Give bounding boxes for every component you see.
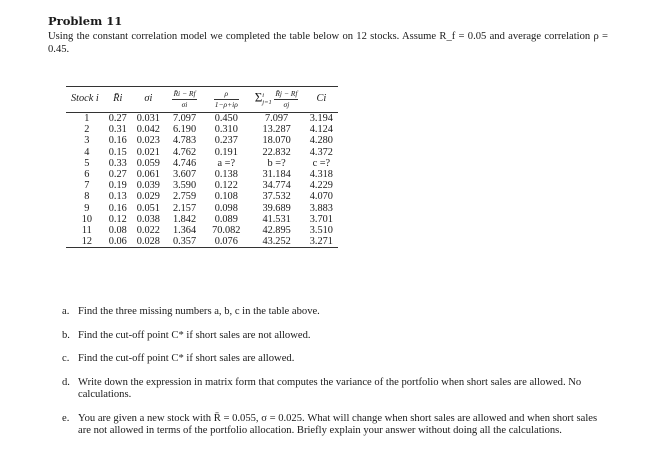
header-correlation-ratio: $\frac{\rho}{1-\rho+i\rho}$ — [214, 89, 238, 109]
question-label: e. — [62, 412, 70, 424]
cell-stock-id: 6 — [84, 169, 90, 181]
cell-excess-return-ratio: 0.357 — [172, 236, 197, 248]
cell-excess-return-ratio: 4.746 — [172, 157, 197, 169]
cell-cumulative-sum: 43.252 — [262, 236, 291, 248]
question-text: You are given a new stock with R̄ = 0.055, σ = 0.025. What will change when short sales are allowed and when short sales are not allowed in terms of the portfolio allocation. Briefly explain your answer without doing all the calculations. — [78, 412, 598, 436]
cell-excess-return-ratio: 2.759 — [172, 191, 197, 203]
stock-table — [66, 86, 338, 248]
cell-cumulative-sum: b =? — [267, 157, 286, 169]
cell-mean-return: 0.12 — [108, 213, 127, 225]
cell-cutoff-value: 4.280 — [309, 135, 333, 147]
cell-cumulative-sum: 31.184 — [262, 169, 291, 181]
header-stock: Stock i — [71, 93, 99, 105]
cell-correlation-ratio: 0.098 — [214, 202, 238, 214]
cell-std-dev: 0.061 — [136, 169, 160, 181]
problem-title: Problem 11 — [48, 14, 123, 28]
cell-excess-return-ratio: 7.097 — [172, 113, 197, 124]
cell-mean-return: 0.31 — [108, 124, 127, 136]
cell-correlation-ratio: 0.191 — [214, 146, 238, 158]
cell-mean-return: 0.16 — [108, 202, 127, 214]
cell-std-dev: 0.023 — [136, 135, 160, 147]
question-label: b. — [62, 329, 70, 341]
cell-cutoff-value: 3.701 — [309, 213, 333, 225]
cell-cumulative-sum: 34.774 — [262, 180, 291, 192]
cell-std-dev: 0.022 — [136, 225, 160, 237]
cell-cumulative-sum: 13.287 — [262, 124, 291, 136]
table-row — [66, 158, 338, 169]
cell-std-dev: 0.028 — [136, 236, 160, 248]
table-row — [66, 124, 338, 135]
question-item — [48, 306, 608, 319]
cell-stock-id: 10 — [81, 213, 93, 225]
cell-stock-id: 11 — [81, 225, 92, 237]
table-row — [66, 180, 338, 191]
table-body — [66, 113, 338, 248]
question-text: Write down the expression in matrix form that computes the variance of the portfolio when short sales are allowed. No calculations. — [78, 376, 582, 400]
cell-std-dev: 0.051 — [136, 202, 160, 214]
header-cutoff-c: Ci — [316, 93, 327, 105]
cell-correlation-ratio: 0.138 — [214, 169, 238, 181]
table-row — [66, 203, 338, 214]
cell-excess-return-ratio: 2.157 — [172, 202, 197, 214]
cell-cumulative-sum: 18.070 — [262, 135, 291, 147]
cell-cutoff-value: 3.194 — [309, 113, 333, 124]
cell-std-dev: 0.039 — [136, 180, 160, 192]
cell-correlation-ratio: 0.076 — [214, 236, 238, 248]
cell-cutoff-value: 4.229 — [309, 180, 333, 192]
cell-mean-return: 0.27 — [108, 113, 127, 124]
cell-std-dev: 0.059 — [136, 157, 160, 169]
problem-page — [48, 14, 608, 436]
cell-std-dev: 0.031 — [136, 113, 160, 124]
cell-correlation-ratio: 0.108 — [214, 191, 238, 203]
table-row — [66, 169, 338, 180]
question-item — [48, 377, 608, 402]
question-text: Find the cut-off point C* if short sales are not allowed. — [78, 329, 311, 341]
cell-stock-id: 7 — [84, 180, 90, 192]
cell-stock-id: 2 — [84, 124, 90, 136]
cell-cutoff-value: 4.070 — [309, 191, 333, 203]
header-cumulative-sum: Σ i j=1 $\frac{R̄j - Rf}{\sigma j}$ — [254, 89, 298, 109]
cell-mean-return: 0.19 — [108, 180, 127, 192]
cell-correlation-ratio: 0.237 — [214, 135, 238, 147]
cell-excess-return-ratio: 6.190 — [172, 124, 197, 136]
question-label: d. — [62, 376, 70, 388]
header-excess-return-ratio: $\frac{R̄i - Rf}{\sigma i}$ — [173, 89, 196, 109]
cell-mean-return: 0.33 — [108, 157, 127, 169]
table-row — [66, 147, 338, 158]
cell-correlation-ratio: 0.310 — [214, 124, 238, 136]
cell-cumulative-sum: 22.832 — [262, 146, 291, 158]
cell-cumulative-sum: 42.895 — [262, 225, 291, 237]
cell-cutoff-value: 4.372 — [309, 146, 333, 158]
cell-cumulative-sum: 37.532 — [262, 191, 291, 203]
table-row — [66, 191, 338, 202]
table-row — [66, 135, 338, 146]
table-row — [66, 214, 338, 225]
cell-cutoff-value: 3.510 — [309, 225, 333, 237]
question-label: a. — [62, 306, 70, 317]
cell-excess-return-ratio: 3.590 — [172, 180, 197, 192]
question-item — [48, 353, 608, 366]
cell-cumulative-sum: 39.689 — [262, 202, 291, 214]
cell-stock-id: 9 — [84, 202, 90, 214]
cell-cumulative-sum: 41.531 — [262, 213, 291, 225]
cell-excess-return-ratio: 1.364 — [172, 225, 197, 237]
header-rbar: R̄i — [113, 93, 123, 105]
header-sigma: σi — [144, 93, 153, 105]
table-header-row — [66, 87, 338, 113]
table-row — [66, 236, 338, 248]
cell-cumulative-sum: 7.097 — [265, 113, 289, 124]
cell-excess-return-ratio: 1.842 — [172, 213, 197, 225]
cell-mean-return: 0.13 — [108, 191, 127, 203]
problem-intro: Using the constant correlation model we completed the table below on 12 stocks. Assume R_f = 0.05 and average correlation ρ = 0.45. — [48, 31, 608, 55]
cell-mean-return: 0.06 — [108, 236, 127, 248]
cell-correlation-ratio: a =? — [217, 157, 236, 169]
cell-excess-return-ratio: 4.783 — [172, 135, 197, 147]
cell-cutoff-value: 4.318 — [309, 169, 333, 181]
question-label: c. — [62, 353, 70, 364]
cell-std-dev: 0.029 — [136, 191, 160, 203]
cell-cutoff-value: 4.124 — [309, 124, 333, 136]
cell-correlation-ratio: 0.089 — [214, 213, 238, 225]
cell-mean-return: 0.08 — [108, 225, 127, 237]
question-text: Find the cut-off point C* if short sales are allowed. — [78, 353, 295, 364]
cell-excess-return-ratio: 3.607 — [172, 169, 197, 181]
cell-mean-return: 0.27 — [108, 169, 127, 181]
cell-mean-return: 0.15 — [108, 146, 127, 158]
cell-correlation-ratio: 0.122 — [214, 180, 238, 192]
cell-cutoff-value: 3.883 — [309, 202, 333, 214]
cell-std-dev: 0.038 — [136, 213, 160, 225]
cell-correlation-ratio: 0.450 — [214, 113, 238, 124]
cell-mean-return: 0.16 — [108, 135, 127, 147]
cell-correlation-ratio: 70.082 — [212, 225, 241, 237]
cell-stock-id: 3 — [84, 135, 90, 147]
question-text: Find the three missing numbers a, b, c in the table above. — [78, 306, 320, 317]
cell-std-dev: 0.042 — [136, 124, 160, 136]
cell-stock-id: 1 — [84, 113, 90, 124]
cell-cutoff-value: 3.271 — [309, 236, 333, 248]
cell-stock-id: 5 — [84, 157, 90, 169]
cell-excess-return-ratio: 4.762 — [172, 146, 197, 158]
table-row — [66, 113, 338, 125]
question-item — [48, 330, 608, 343]
cell-stock-id: 4 — [84, 146, 90, 158]
cell-std-dev: 0.021 — [136, 146, 160, 158]
table-row — [66, 225, 338, 236]
cell-cutoff-value: c =? — [312, 157, 331, 169]
cell-stock-id: 12 — [81, 236, 93, 248]
question-list — [48, 306, 608, 449]
question-item — [48, 413, 608, 438]
stock-table-wrapper — [66, 86, 338, 248]
cell-stock-id: 8 — [84, 191, 90, 203]
